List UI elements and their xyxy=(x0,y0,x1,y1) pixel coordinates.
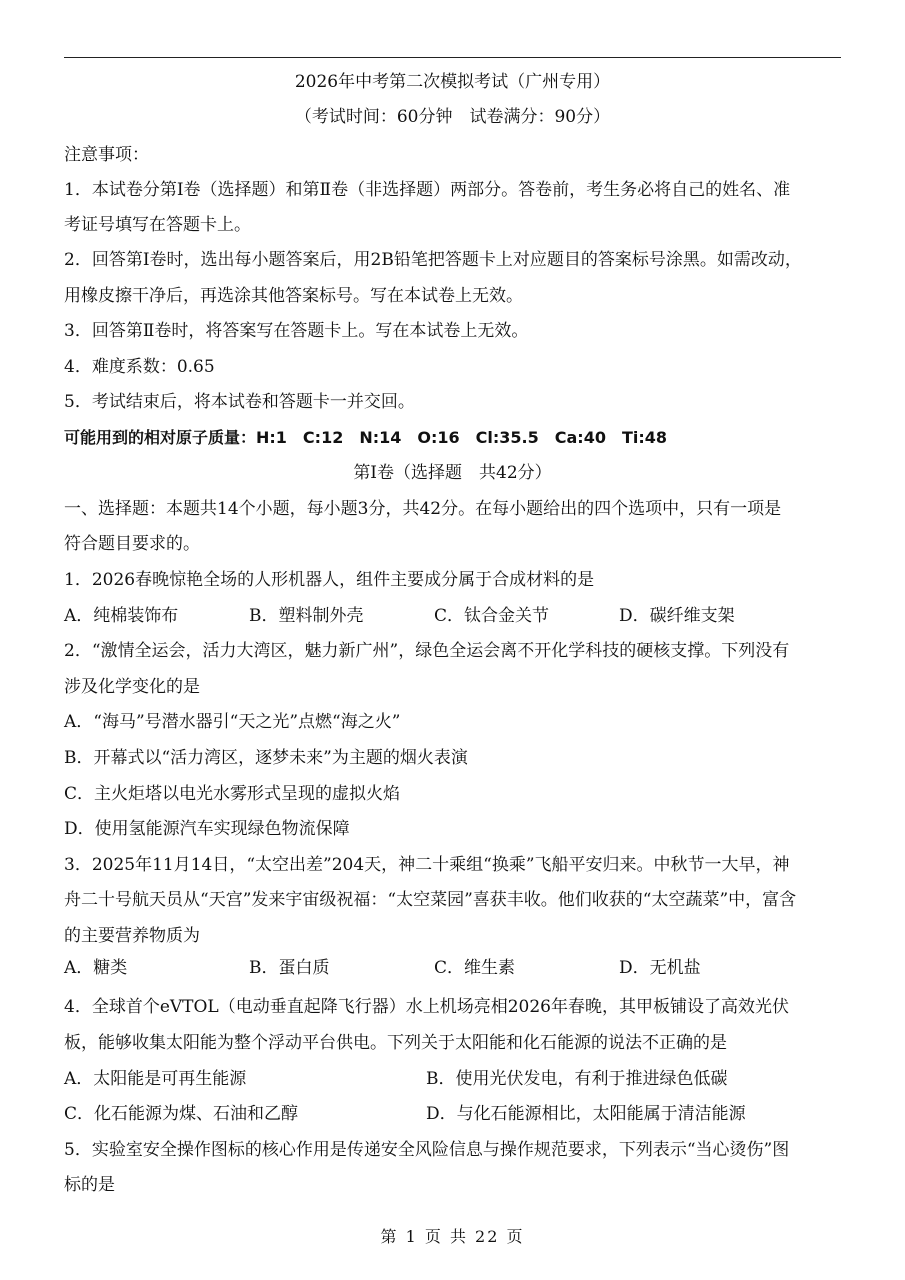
atomic-mass-line: 可能用到的相对原子质量：H:1 C:12 N:14 O:16 Cl:35.5 Ca:40 Ti:48 xyxy=(64,428,668,447)
question-3-options xyxy=(64,956,841,980)
question-1-stem: 1．2026春晚惊艳全场的人形机器人，组件主要成分属于合成材料的是 xyxy=(64,570,595,590)
question-3-stem: 3．2025年11月14日，“太空出差”204天，神二十乘组“换乘”飞船平安归来。中秋节一大早，神 xyxy=(64,855,790,875)
notice-line: 2．回答第Ⅰ卷时，选出每小题答案后，用2B铅笔把答题卡上对应题目的答案标号涂黑。如需改动， xyxy=(64,250,802,270)
exam-subtitle: （考试时间：60分钟 试卷满分：90分） xyxy=(294,107,611,127)
question-5-stem: 5．实验室安全操作图标的核心作用是传递安全风险信息与操作规范要求，下列表示“当心烫伤”图 xyxy=(64,1140,790,1160)
notice-line: 1．本试卷分第Ⅰ卷（选择题）和第Ⅱ卷（非选择题）两部分。答卷前，考生务必将自己的姓名、准 xyxy=(64,180,791,200)
option-a: A．“海马”号潜水器引“天之光”点燃“海之火” xyxy=(64,712,401,732)
notice-line: 考证号填写在答题卡上。 xyxy=(64,215,251,235)
notice-line: 3．回答第Ⅱ卷时，将答案写在答题卡上。写在本试卷上无效。 xyxy=(64,321,529,341)
section-intro: 一、选择题：本题共14个小题，每小题3分，共42分。在每小题给出的四个选项中，只有一项是 xyxy=(64,499,782,519)
option-c: C．钛合金关节 xyxy=(434,606,550,626)
option-b: B．使用光伏发电，有利于推进绿色低碳 xyxy=(426,1069,728,1089)
option-d: D．碳纤维支架 xyxy=(619,606,735,626)
option-a: A．纯棉装饰布 xyxy=(64,606,179,626)
option-d: D．无机盐 xyxy=(619,958,701,978)
notice-heading: 注意事项： xyxy=(64,145,149,165)
question-3-stem: 舟二十号航天员从“天宫”发来宇宙级祝福：“太空菜园”喜获丰收。他们收获的“太空蔬菜”中，富含 xyxy=(64,890,797,910)
option-d: D．使用氢能源汽车实现绿色物流保障 xyxy=(64,819,350,839)
option-c: C．维生素 xyxy=(434,958,516,978)
question-5-stem: 标的是 xyxy=(64,1175,115,1195)
notice-line: 5．考试结束后，将本试卷和答题卡一并交回。 xyxy=(64,392,415,412)
option-b: B．开幕式以“活力湾区，逐梦未来”为主题的烟火表演 xyxy=(64,748,468,768)
header-rule xyxy=(64,57,841,58)
question-2-stem: 2．“激情全运会，活力大湾区，魅力新广州”，绿色全运会离不开化学科技的硬核支撑。下列没有 xyxy=(64,641,790,661)
option-c: C．主火炬塔以电光水雾形式呈现的虚拟火焰 xyxy=(64,784,401,804)
section-title: 第Ⅰ卷（选择题 共42分） xyxy=(353,463,552,483)
question-2-stem: 涉及化学变化的是 xyxy=(64,677,200,697)
notice-line: 4．难度系数：0.65 xyxy=(64,357,215,377)
option-a: A．糖类 xyxy=(64,958,128,978)
option-d: D．与化石能源相比，太阳能属于清洁能源 xyxy=(426,1104,746,1124)
section-intro: 符合题目要求的。 xyxy=(64,534,200,554)
option-a: A．太阳能是可再生能源 xyxy=(64,1069,247,1089)
question-4-options-row xyxy=(64,1102,841,1126)
page-footer: 第 1 页 共 22 页 xyxy=(380,1227,525,1246)
option-b: B．塑料制外壳 xyxy=(249,606,364,626)
question-1-options xyxy=(64,604,841,628)
option-c: C．化石能源为煤、石油和乙醇 xyxy=(64,1104,299,1124)
option-b: B．蛋白质 xyxy=(249,958,330,978)
notice-line: 用橡皮擦干净后，再选涂其他答案标号。写在本试卷上无效。 xyxy=(64,286,523,306)
exam-title: 2026年中考第二次模拟考试（广州专用） xyxy=(294,72,611,92)
question-4-options-row xyxy=(64,1067,841,1091)
question-4-stem: 板，能够收集太阳能为整个浮动平台供电。下列关于太阳能和化石能源的说法不正确的是 xyxy=(64,1033,727,1053)
question-4-stem: 4．全球首个eVTOL（电动垂直起降飞行器）水上机场亮相2026年春晚，其甲板铺设了高效光伏 xyxy=(64,997,789,1017)
question-3-stem: 的主要营养物质为 xyxy=(64,926,200,946)
